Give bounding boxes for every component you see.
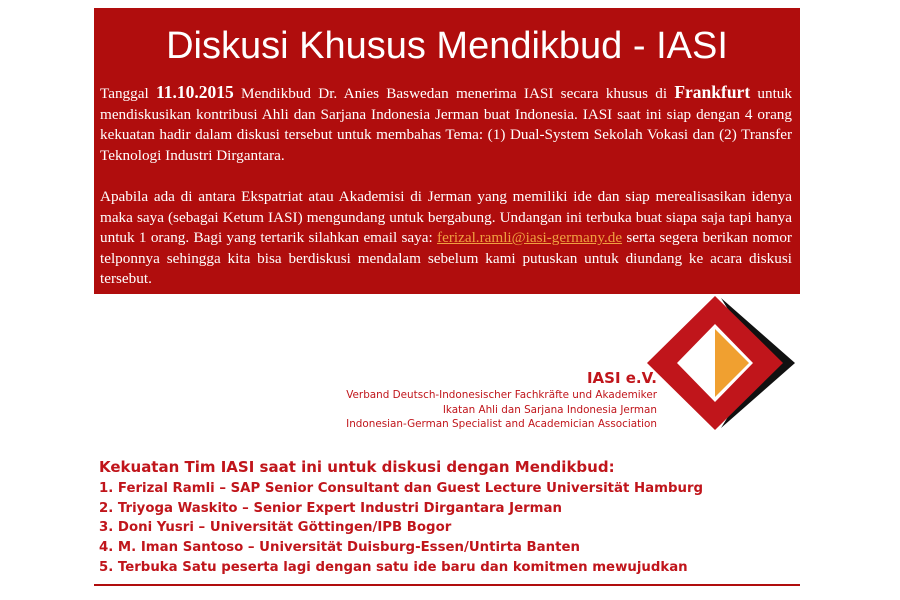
meeting-date: 11.10.2015 bbox=[155, 82, 234, 102]
team-heading: Kekuatan Tim IASI saat ini untuk diskusi dengan Mendikbud: bbox=[99, 458, 615, 476]
team-member: 4. M. Iman Santoso – Universität Duisburg-Essen/Untirta Banten bbox=[99, 540, 580, 556]
p1-mid: Mendikbud Dr. Anies Baswedan menerima IASI secara khusus di bbox=[233, 85, 675, 102]
banner-title: Diskusi Khusus Mendikbud - IASI bbox=[166, 25, 728, 67]
team-member: 5. Terbuka Satu peserta lagi dengan satu ide baru dan komitmen mewujudkan bbox=[99, 559, 688, 575]
bottom-divider bbox=[94, 584, 800, 586]
meeting-city: Frankfurt bbox=[674, 82, 751, 102]
org-name-german: Verband Deutsch-Indonesischer Fachkräfte und Akademiker bbox=[346, 389, 657, 401]
org-name-indonesian: Ikatan Ahli dan Sarjana Indonesia Jerman bbox=[442, 403, 657, 416]
team-member: 3. Doni Yusri – Universität Göttingen/IPB Bogor bbox=[99, 520, 452, 536]
p2-lead: Apabila ada di antara Ekspatriat atau Akademisi di Jerman yang memiliki ide dan siap merealisasikan idenya maka saya (sebagai Ketum IASI) mengundang untuk bergabung. Undangan ini terbuka buat siapa saja tapi hanya untuk 1 orang. Bagi yang tertarik silahkan email saya: bbox=[100, 188, 792, 246]
org-name: IASI e.V. bbox=[586, 369, 657, 387]
organization-info bbox=[346, 368, 657, 432]
p1-rest: untuk mendiskusikan kontribusi Ahli dan Sarjana Indonesia Jerman buat Indonesia. IASI saat ini siap dengan 4 orang kekuatan hadir dalam diskusi tersebut untuk membahas Tema: (1) Dual-System Sekolah Vokasi dan (2) Transfer Teknologi Industri Dirgantara. bbox=[100, 85, 792, 164]
team-list bbox=[99, 479, 703, 578]
p2-rest: serta segera berikan nomor telponnya sehingga kita bisa berdiskusi mendalam sebelum kami putuskan untuk diundang ke acara diskusi tersebut. bbox=[100, 229, 792, 287]
team-member: 1. Ferizal Ramli – SAP Senior Consultant dan Guest Lecture Universität Hamburg bbox=[99, 481, 704, 496]
p1-lead: Tanggal bbox=[100, 85, 156, 102]
team-member: 2. Triyoga Waskito – Senior Expert Industri Dirgantara Jerman bbox=[99, 500, 562, 516]
paragraph-invitation bbox=[100, 187, 792, 290]
org-name-english: Indonesian-German Specialist and Academician Association bbox=[346, 418, 657, 431]
announcement-banner bbox=[94, 8, 800, 294]
email-link[interactable]: ferizal.ramli@iasi-germany.de bbox=[437, 229, 623, 246]
iasi-diamond-logo-icon bbox=[645, 296, 797, 430]
banner-body bbox=[100, 82, 792, 290]
team-section bbox=[99, 455, 703, 578]
paragraph-meeting bbox=[100, 82, 792, 166]
